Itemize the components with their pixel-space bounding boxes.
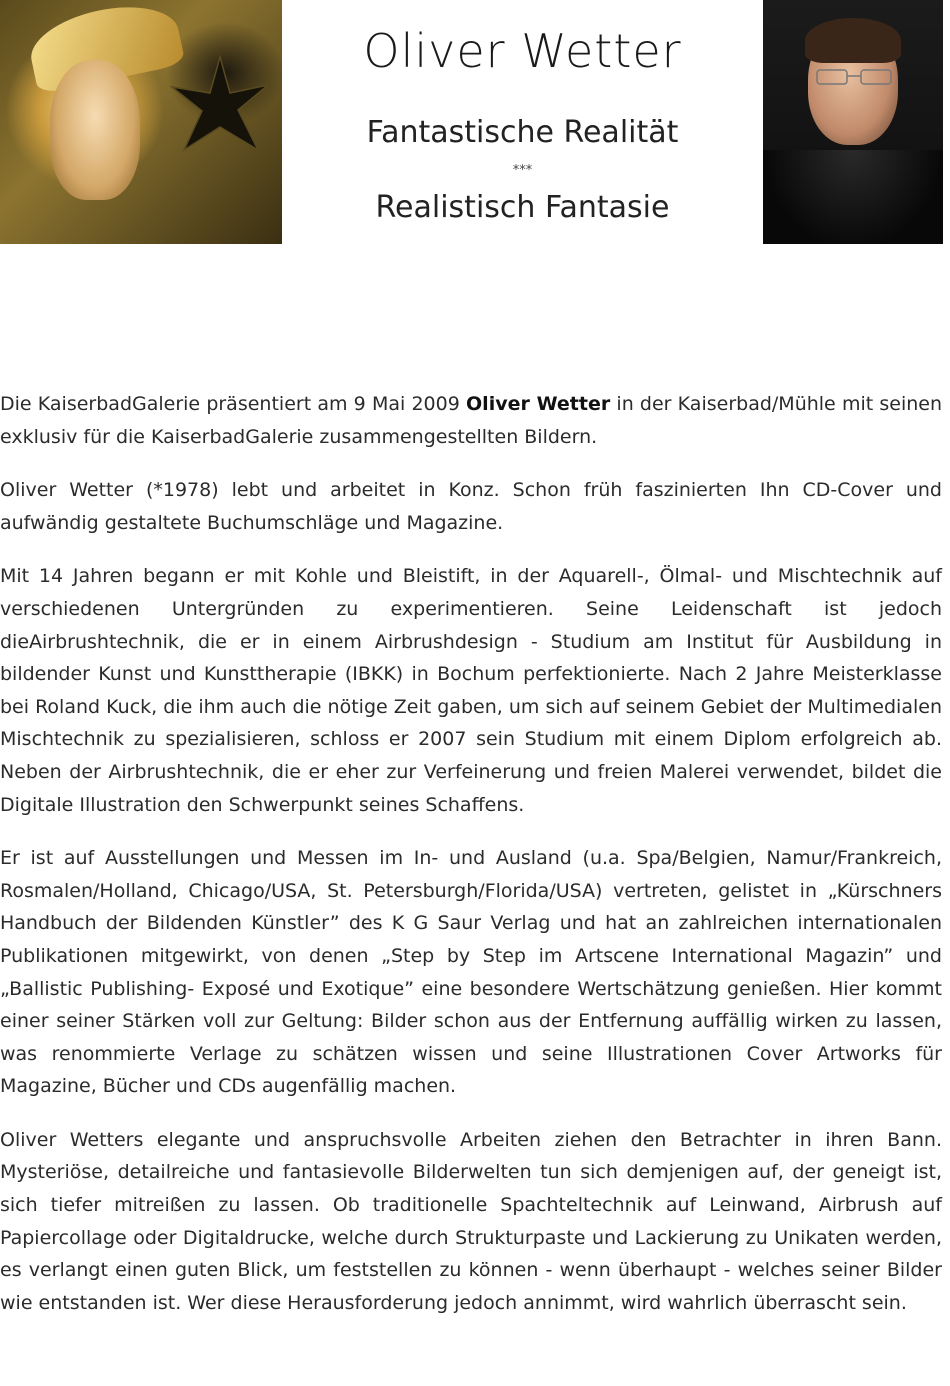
- artwork-face: [50, 60, 140, 200]
- glasses-icon: [815, 68, 893, 86]
- subtitle-separator: ***: [512, 163, 533, 178]
- artist-name-heading: Oliver Wetter: [363, 24, 682, 78]
- portrait-hair: [805, 18, 901, 63]
- dark-star-ornament: [170, 55, 270, 155]
- intro-text-start: Die KaiserbadGalerie präsentiert am 9 Mai 2009: [0, 393, 467, 415]
- paragraph-works: Oliver Wetters elegante und anspruchsvolle Arbeiten ziehen den Betrachter in ihren Bann. Mysteriöse, detailreiche und fantasievolle Bilderwelten tun sich demjenigen auf, der geneigt ist, sich tiefer mitreißen zu lassen. Ob traditionelle Spachteltechnik auf Leinwand, Airbrush auf Papiercollage oder Digitaldrucke, welche durch Strukturpaste und Lackierung zu Unikaten werden, es verlangt einen guten Blick, um feststellen zu können - wenn überhaupt - welches seiner Bilder wie entstanden ist. Wer diese Herausforderung jedoch annimmt, wird wahrlich überrascht sein.: [0, 1128, 942, 1314]
- subtitle-fantastische-realitaet: Fantastische Realität: [366, 115, 679, 150]
- artist-portrait-photo: [763, 0, 943, 244]
- paragraph-exhibitions: Er ist auf Ausstellungen und Messen im In- und Ausland (u.a. Spa/Belgien, Namur/Frankreich, Rosmalen/Holland, Chicago/USA, St. Petersburgh/Florida/USA) vertreten, gelistet in „Kürschners Handbuch der Bildenden Künstler” des K G Saur Verlag und hat an zahlreichen internationalen Publikationen mitgewirkt, von denen „Step by Step im Artscene International Magazin” und „Ballistic Publishing- Exposé und Exotique” eine besondere Wertschätzung genießen. Hier kommt einer seiner Stärken voll zur Geltung: Bilder schon aus der Entfernung auffällig wirken zu lassen, was renommierte Verlage zu schätzen wissen und seine Illustrationen Cover Artworks für Magazine, Bücher und CDs augenfällig machen.: [0, 847, 942, 1098]
- intro-artist-name: Oliver Wetter: [466, 393, 611, 415]
- subtitle-realistisch-fantasie: Realistisch Fantasie: [375, 190, 670, 225]
- intro-text-end: in der Kaiserbad/Mühle mit seinen exklusiv für die KaiserbadGalerie zusammengestellten Bildern.: [0, 393, 943, 448]
- fantasy-artwork-image: [0, 0, 282, 244]
- paragraph-intro: [0, 388, 942, 453]
- article-body: [0, 388, 942, 1340]
- paragraph-biography: Oliver Wetter (*1978) lebt und arbeitet in Konz. Schon früh faszinierten Ihn CD-Cover und aufwändig gestaltete Buchumschläge und Magazine.: [0, 479, 942, 534]
- portrait-coat: [763, 150, 943, 244]
- paragraph-technique: Mit 14 Jahren begann er mit Kohle und Bleistift, in der Aquarell-, Ölmal- und Mischtechnik auf verschiedenen Untergründen zu experimentieren. Seine Leidenschaft ist jedoch dieAirbrushtechnik, die er in einem Airbrushdesign - Studium am Institut für Ausbildung in bildender Kunst und Kunsttherapie (IBKK) in Bochum perfektionierte. Nach 2 Jahre Meisterklasse bei Roland Kuck, die ihm auch die nötige Zeit gaben, um sich auf seinem Gebiet der Multimedialen Mischtechnik zu spezialisieren, schloss er 2007 sein Studium mit einem Diplom erfolgreich ab. Neben der Airbrushtechnik, die er eher zur Verfeinerung und freien Malerei verwendet, bildet die Digitale Illustration den Schwerpunkt seines Schaffens.: [0, 565, 942, 816]
